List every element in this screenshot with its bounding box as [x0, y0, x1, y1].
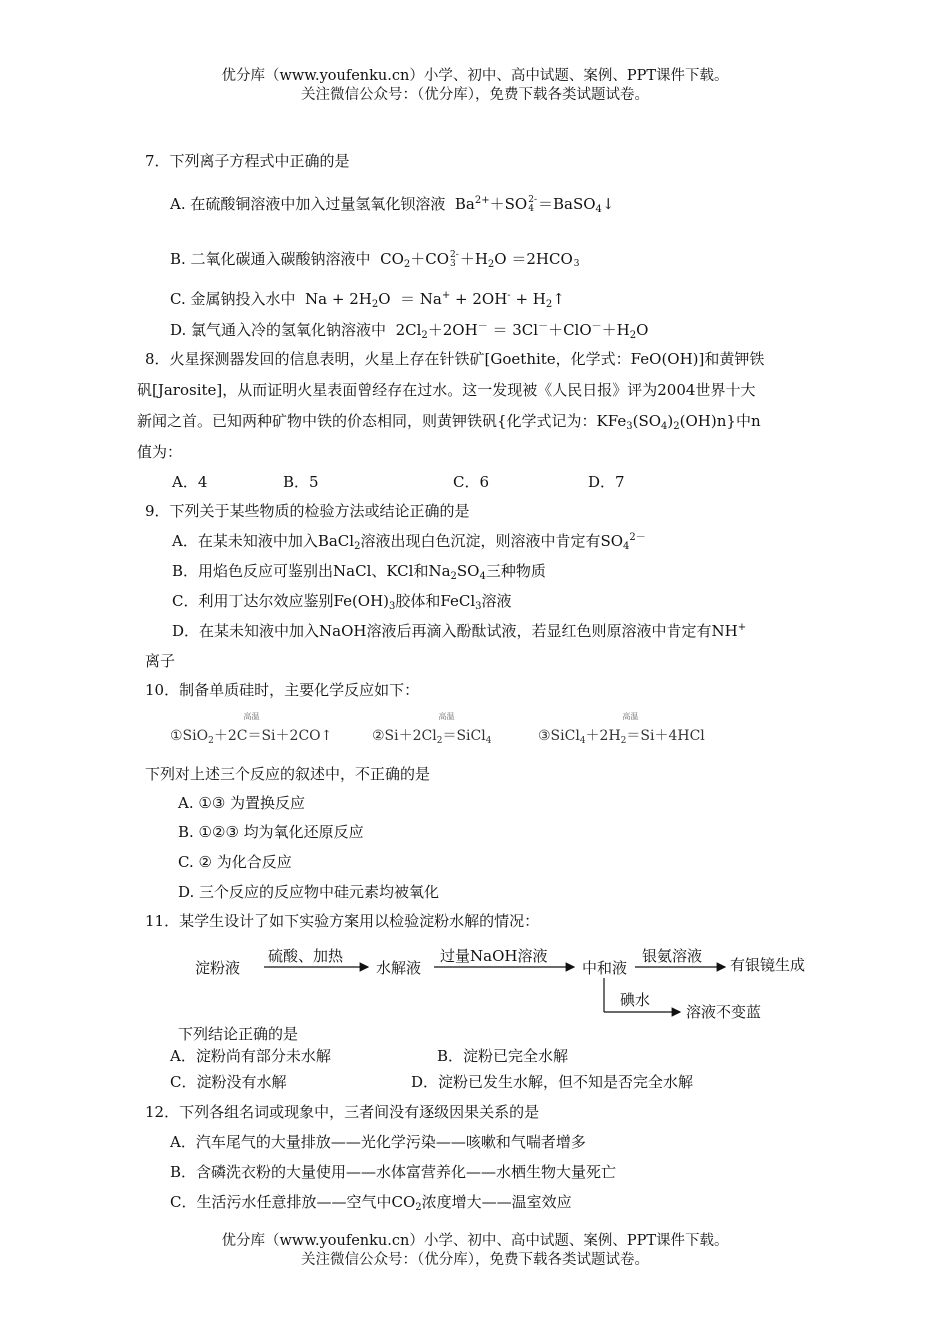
q10-reaction-3: $③SiCl_4+2H_2$ 高温 ＝Si＋4HCl [538, 712, 705, 746]
flow-label-acid-heat: 硫酸、加热 [268, 947, 344, 965]
flow-node-starch: 淀粉液 [195, 959, 241, 977]
q8-line-1: 8．火星探测器发回的信息表明，火星上存在针铁矿[Goethite，化学式：FeO(OH)]和黄钾铁 [145, 350, 765, 368]
flow-label-naoh: 过量NaOH溶液 [440, 947, 548, 965]
q11-question: 下列结论正确的是 [178, 1025, 299, 1043]
q12-option-a: A．汽车尾气的大量排放——光化学污染——咳嗽和气喘者增多 [170, 1133, 586, 1151]
q12-stem: 12．下列各组名词或现象中，三者间没有逐级因果关系的是 [145, 1103, 540, 1121]
q8-line-4: 值为： [137, 443, 183, 461]
q8-line-2: 矾[Jarosite]，从而证明火星表面曾经存在过水。这一发现被《人民日报》评为2004世界十大 [137, 381, 756, 399]
q10-option-c: C. ② 为化合反应 [178, 853, 292, 871]
q7-option-b: B. 二氧化碳通入碳酸钠溶液中 $CO_2+CO2-$ $3 +H_2O =2HCO$ 3 [170, 250, 580, 270]
q10-reaction-2: $②Si+2Cl_2$ 高温 ＝SiCl$_4$ [372, 712, 492, 746]
footer-line-1: 优分库（www.youfenku.cn）小学、初中、高中试题、案例、PPT课件下载。 [221, 1233, 729, 1249]
q10-option-b: B. ①②③ 均为氧化还原反应 [178, 823, 364, 841]
starch-hydrolysis-flowchart [180, 938, 830, 1028]
q9-option-b: B．用焰色反应可鉴别出NaCl、KCl和$Na_2SO_4$三种物质 [172, 562, 546, 582]
q9-option-a: A．在某未知液中加入BaCl$_2$溶液出现白色沉淀，则溶液中肯定有$SO_4^{2-}$ [172, 532, 646, 552]
q10-option-a: A. ①③ 为置换反应 [178, 794, 306, 812]
header-line-2: 关注微信公众号：（优分库），免费下载各类试题试卷。 [301, 87, 649, 103]
flow-label-silver-ammonia: 银氨溶液 [642, 947, 703, 965]
q10-stem: 10．制备单质硅时，主要化学反应如下： [145, 681, 420, 699]
q11-option-d: D．淀粉已发生水解，但不知是否完全水解 [411, 1073, 694, 1091]
q8-line-3: 新闻之首。已知两种矿物中铁的价态相同，则黄钾铁矾{化学式记为：$KFe_3(SO_4)_2(OH)n$}中n [137, 412, 761, 432]
q11-stem: 11．某学生设计了如下实验方案用以检验淀粉水解的情况： [145, 912, 540, 930]
q9-stem: 9．下列关于某些物质的检验方法或结论正确的是 [145, 502, 470, 520]
flow-node-neutralized: 中和液 [582, 959, 628, 977]
q7-option-d: D. 氯气通入冷的氢氧化钠溶液中 $2Cl_2+2OH^- = 3Cl^-+ClO^-+H_2O$ [170, 321, 649, 341]
q11-option-b: B．淀粉已完全水解 [437, 1047, 569, 1065]
q7-option-a: A. 在硫酸铜溶液中加入过量氢氧化钡溶液 $Ba^{2+}+SO2-$ 4 ＝BaSO$_4$↓ [170, 195, 615, 215]
flow-node-hydrolysate: 水解液 [376, 959, 422, 977]
q7-stem: 7．下列离子方程式中正确的是 [145, 152, 350, 170]
q12-option-c: C．生活污水任意排放——空气中$CO_2$浓度增大——温室效应 [170, 1193, 572, 1213]
flow-node-no-blue: 溶液不变蓝 [686, 1003, 762, 1021]
q7-option-c: C. 金属钠投入水中 $Na + 2H_2O = Na^+ + 2OH^-$ + $H_2↑$ [170, 290, 565, 310]
q12-option-b: B．含磷洗衣粉的大量使用——水体富营养化——水栖生物大量死亡 [170, 1163, 617, 1181]
q8-option-b: B．5 [283, 473, 319, 491]
q9-option-d: D．在某未知液中加入NaOH溶液后再滴入酚酞试液，若显红色则原溶液中肯定有NH+ [172, 622, 747, 640]
q8-option-d: D．7 [588, 473, 625, 491]
q10-option-d: D. 三个反应的反应物中硅元素均被氧化 [178, 883, 440, 901]
q8-option-a: A．4 [172, 473, 208, 491]
q8-option-c: C．6 [453, 473, 490, 491]
q10-question: 下列对上述三个反应的叙述中，不正确的是 [145, 765, 431, 783]
q10-reaction-1: ①SiO$_2$＋2C 高温 ＝Si＋2CO↑ [170, 712, 333, 746]
q11-option-c: C．淀粉没有水解 [170, 1073, 287, 1091]
flow-label-iodine: 碘水 [620, 991, 651, 1009]
header-line-1: 优分库（www.youfenku.cn）小学、初中、高中试题、案例、PPT课件下载。 [221, 68, 729, 84]
flow-node-silver-mirror: 有银镜生成 [730, 956, 806, 974]
q9-option-c: C．利用丁达尔效应鉴别$Fe(OH)_3$胶体和FeCl$_3$溶液 [172, 592, 512, 612]
q11-option-a: A．淀粉尚有部分未水解 [170, 1047, 331, 1065]
q9-option-d-continued: 离子 [145, 652, 176, 670]
footer-line-2: 关注微信公众号：（优分库），免费下载各类试题试卷。 [301, 1252, 649, 1268]
